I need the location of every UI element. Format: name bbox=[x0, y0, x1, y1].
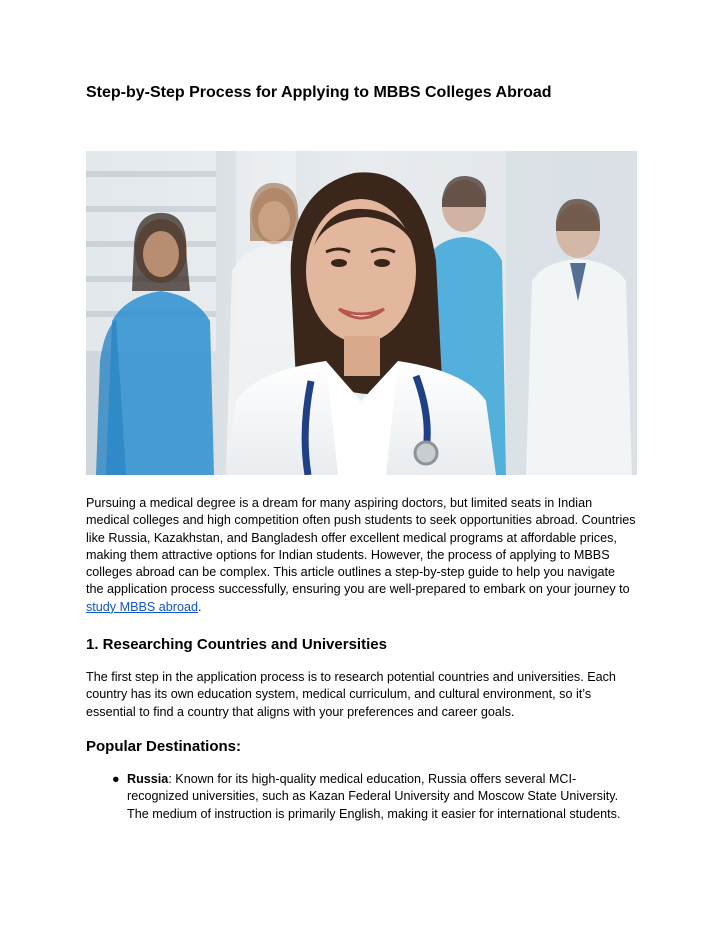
list-item bbox=[86, 771, 636, 823]
destination-text: : Known for its high-quality medical education, Russia offers several MCI-recognized universities, such as Kazan Federal University and Moscow State University. The medium of instruction is primarily English, making it easier for international students. bbox=[127, 772, 621, 821]
popular-destinations-heading: Popular Destinations: bbox=[86, 738, 242, 755]
page-title: Step-by-Step Process for Applying to MBBS Colleges Abroad bbox=[86, 84, 552, 101]
study-mbbs-abroad-link[interactable]: study MBBS abroad bbox=[86, 599, 199, 614]
bullet-icon: ● bbox=[112, 772, 120, 786]
destinations-list bbox=[86, 771, 636, 823]
intro-end: . bbox=[198, 599, 202, 614]
section-researching-text: The first step in the application process is to research potential countries and universities. Each country has its own education system, medical curriculum, and cultural environment, so it’s essential to find a country that aligns with your preferences and career goals. bbox=[86, 670, 616, 719]
doctors-photo bbox=[86, 151, 637, 475]
intro-text: Pursuing a medical degree is a dream for many aspiring doctors, but limited seats in Indian medical colleges and high competition often push students to seek opportunities abroad. Countries like Russia, Kazakhstan, and Bangladesh offer excellent medical programs at affordable prices, making them attractive options for Indian students. However, the process of applying to MBBS colleges abroad can be complex. This article outlines a step-by-step guide to help you navigate the application process successfully, ensuring you are well-prepared to embark on your journey to bbox=[86, 496, 636, 597]
intro-paragraph bbox=[86, 495, 636, 616]
section-heading-researching: 1. Researching Countries and Universities bbox=[86, 636, 387, 653]
destination-name: Russia bbox=[127, 772, 169, 786]
